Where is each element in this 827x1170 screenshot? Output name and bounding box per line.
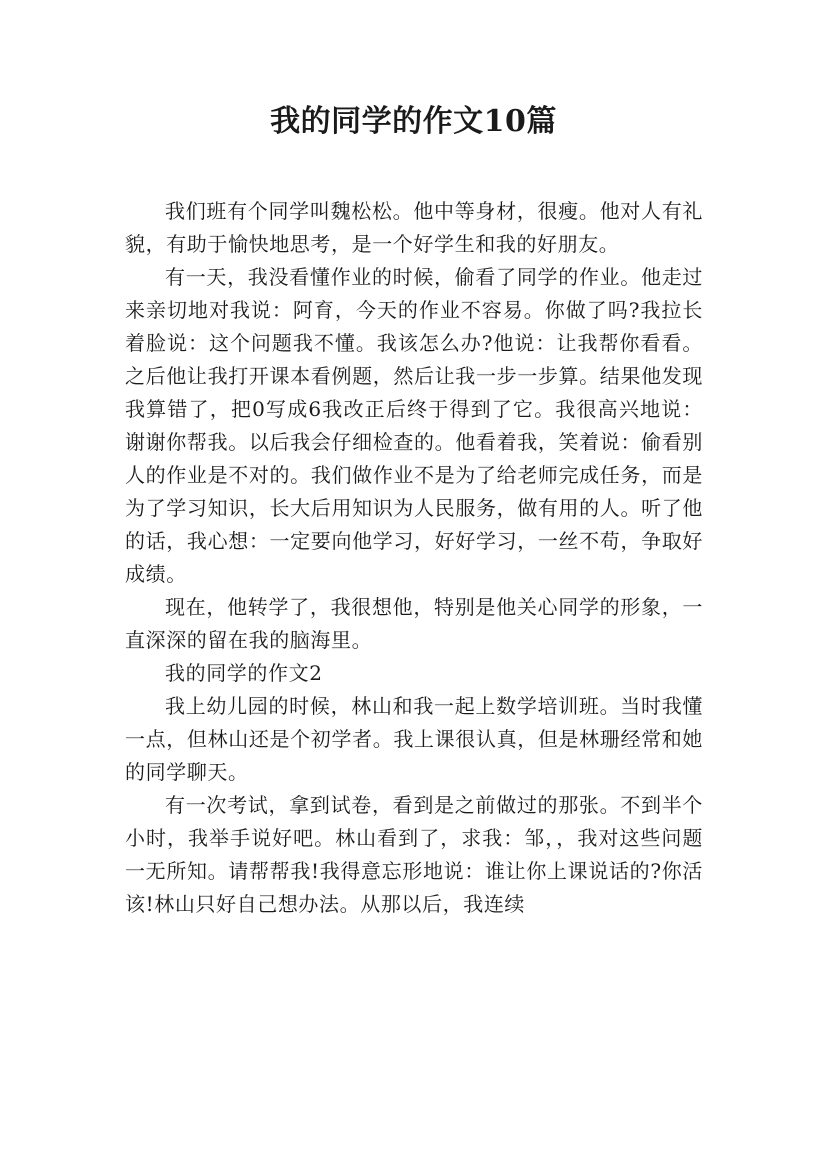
paragraph-2: 有一天，我没看懂作业的时候，偷看了同学的作业。他走过来亲切地对我说：阿育，今天的作业不容易。你做了吗?我拉长着脸说：这个问题我不懂。我该怎么办?他说：让我帮你看看。之后他让我打开课本看例题，然后让我一步一步算。结果他发现我算错了，把0写成6我改正后终于得到了它。我很高兴地说：谢谢你帮我。以后我会仔细检查的。他看着我，笑着说：偷看别人的作业是不对的。我们做作业不是为了给老师完成任务，而是为了学习知识，长大后用知识为人民服务，做有用的人。听了他的话，我心想：一定要向他学习，好好学习，一丝不苟，争取好成绩。 (125, 265, 703, 586)
section-heading-2: 我的同学的作文2 (165, 661, 323, 685)
document-title: 我的同学的作文10篇 (270, 104, 557, 139)
document-body (125, 195, 703, 921)
paragraph-3: 现在，他转学了，我很想他，特别是他关心同学的形象，一直深深的留在我的脑海里。 (125, 595, 703, 652)
paragraph-5: 有一次考试，拿到试卷，看到是之前做过的那张。不到半个小时，我举手说好吧。林山看到了，求我：邹，，我对这些问题一无所知。请帮帮我!我得意忘形地说：谁让你上课说话的?你活该!林山只好自己想办法。从那以后，我连续 (125, 793, 703, 916)
paragraph-4: 我上幼儿园的时候，林山和我一起上数学培训班。当时我懂一点，但林山还是个初学者。我上课很认真，但是林珊经常和她的同学聊天。 (125, 694, 703, 784)
paragraph-1: 我们班有个同学叫魏松松。他中等身材，很瘦。他对人有礼貌，有助于愉快地思考，是一个好学生和我的好朋友。 (125, 199, 703, 256)
